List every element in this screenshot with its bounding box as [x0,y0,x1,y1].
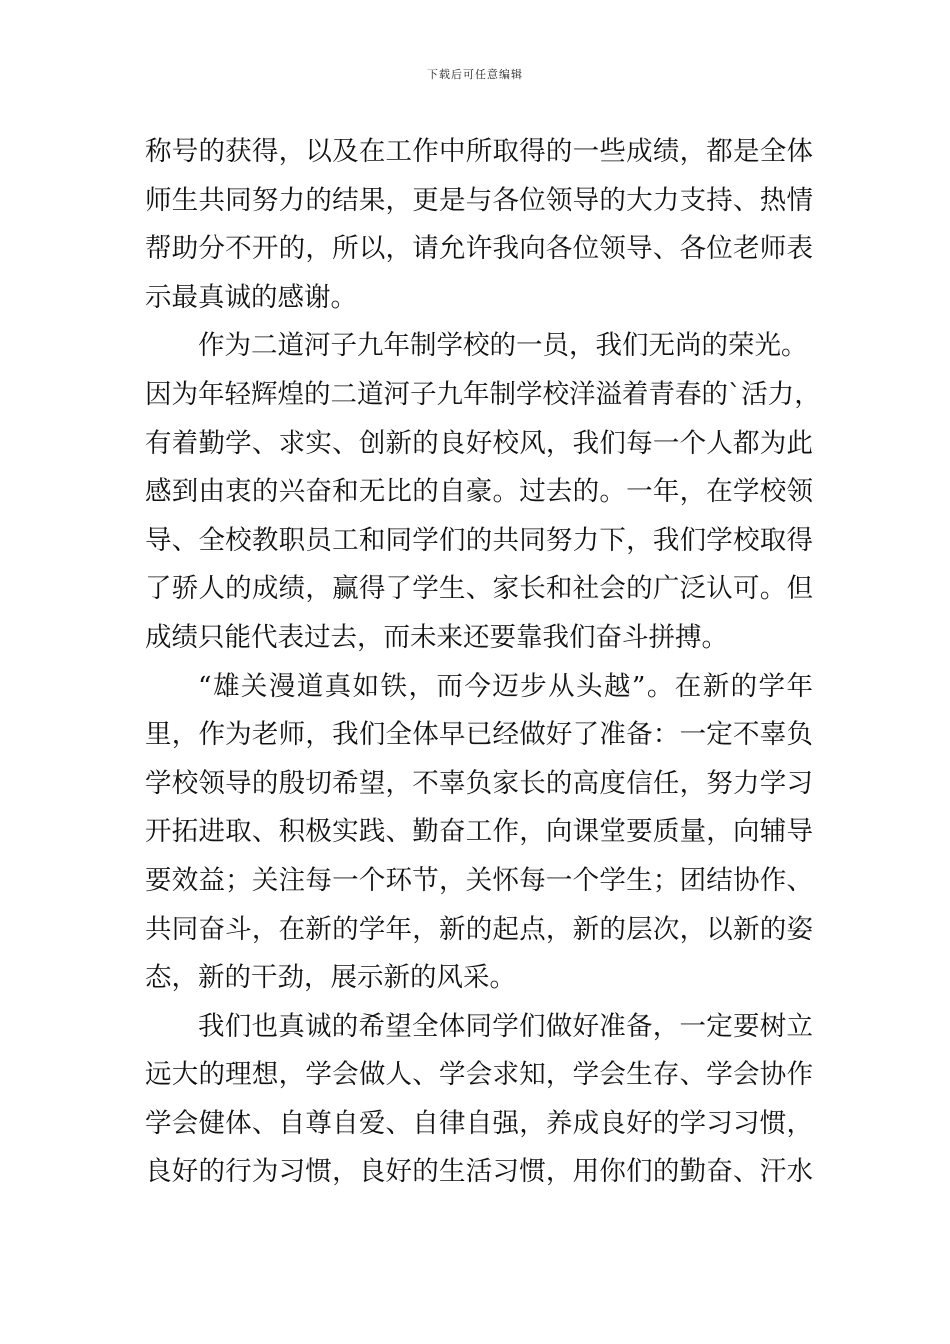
text-line: 称号的获得，以及在工作中所取得的一些成绩，都是全体 [145,136,813,167]
document-body [145,128,821,1197]
text-line: 示最真诚的感谢。 [145,281,357,313]
text-line: “雄关漫道真如铁，而今迈步从头越”。在新的学年 [198,670,813,702]
paragraph [145,322,821,662]
paragraph [145,1003,813,1197]
text-line: 学校领导的殷切希望，不辜负家长的高度信任，努力学习 [145,767,813,799]
text-line: 共同奋斗，在新的学年，新的起点，新的层次，以新的姿 [145,913,813,945]
text-line: 远大的理想，学会做人、学会求知，学会生存、学会协作 [145,1059,813,1091]
text-line: 导、全校教职员工和同学们的共同努力下，我们学校取得 [145,524,813,556]
text-line: 我们也真诚的希望全体同学们做好准备，一定要树立 [198,1010,813,1042]
text-line: 帮助分不开的，所以，请允许我向各位领导、各位老师表 [145,233,813,265]
text-line: 态，新的干劲，展示新的风采。 [145,962,516,994]
text-line: 因为年轻辉煌的二道河子九年制学校洋溢着青春的`活力， [145,378,821,410]
text-line: 作为二道河子九年制学校的一员，我们无尚的荣光。 [198,330,808,362]
text-line: 师生共同努力的结果，更是与各位领导的大力支持、热情 [145,184,813,216]
text-line: 感到由衷的兴奋和无比的自豪。过去的。一年，在学校领 [145,476,813,508]
text-line: 学会健体、自尊自爱、自律自强，养成良好的学习习惯， [145,1107,813,1139]
text-line: 有着勤学、求实、创新的良好校风，我们每一个人都为此 [145,427,813,459]
text-line: 开拓进取、积极实践、勤奋工作，向课堂要质量，向辅导 [145,816,813,848]
page-header: 下载后可任意编辑 [427,68,523,81]
paragraph [145,128,813,322]
text-line: 要效益；关注每一个环节，关怀每一个学生；团结协作、 [145,864,813,896]
text-line: 良好的行为习惯，良好的生活习惯，用你们的勤奋、汗水 [145,1156,813,1188]
text-line: 了骄人的成绩，赢得了学生、家长和社会的广泛认可。但 [145,573,813,605]
text-line: 里，作为老师，我们全体早已经做好了准备：一定不辜负 [145,719,813,751]
paragraph [145,663,813,1003]
text-line: 成绩只能代表过去，而未来还要靠我们奋斗拼搏。 [145,621,728,653]
